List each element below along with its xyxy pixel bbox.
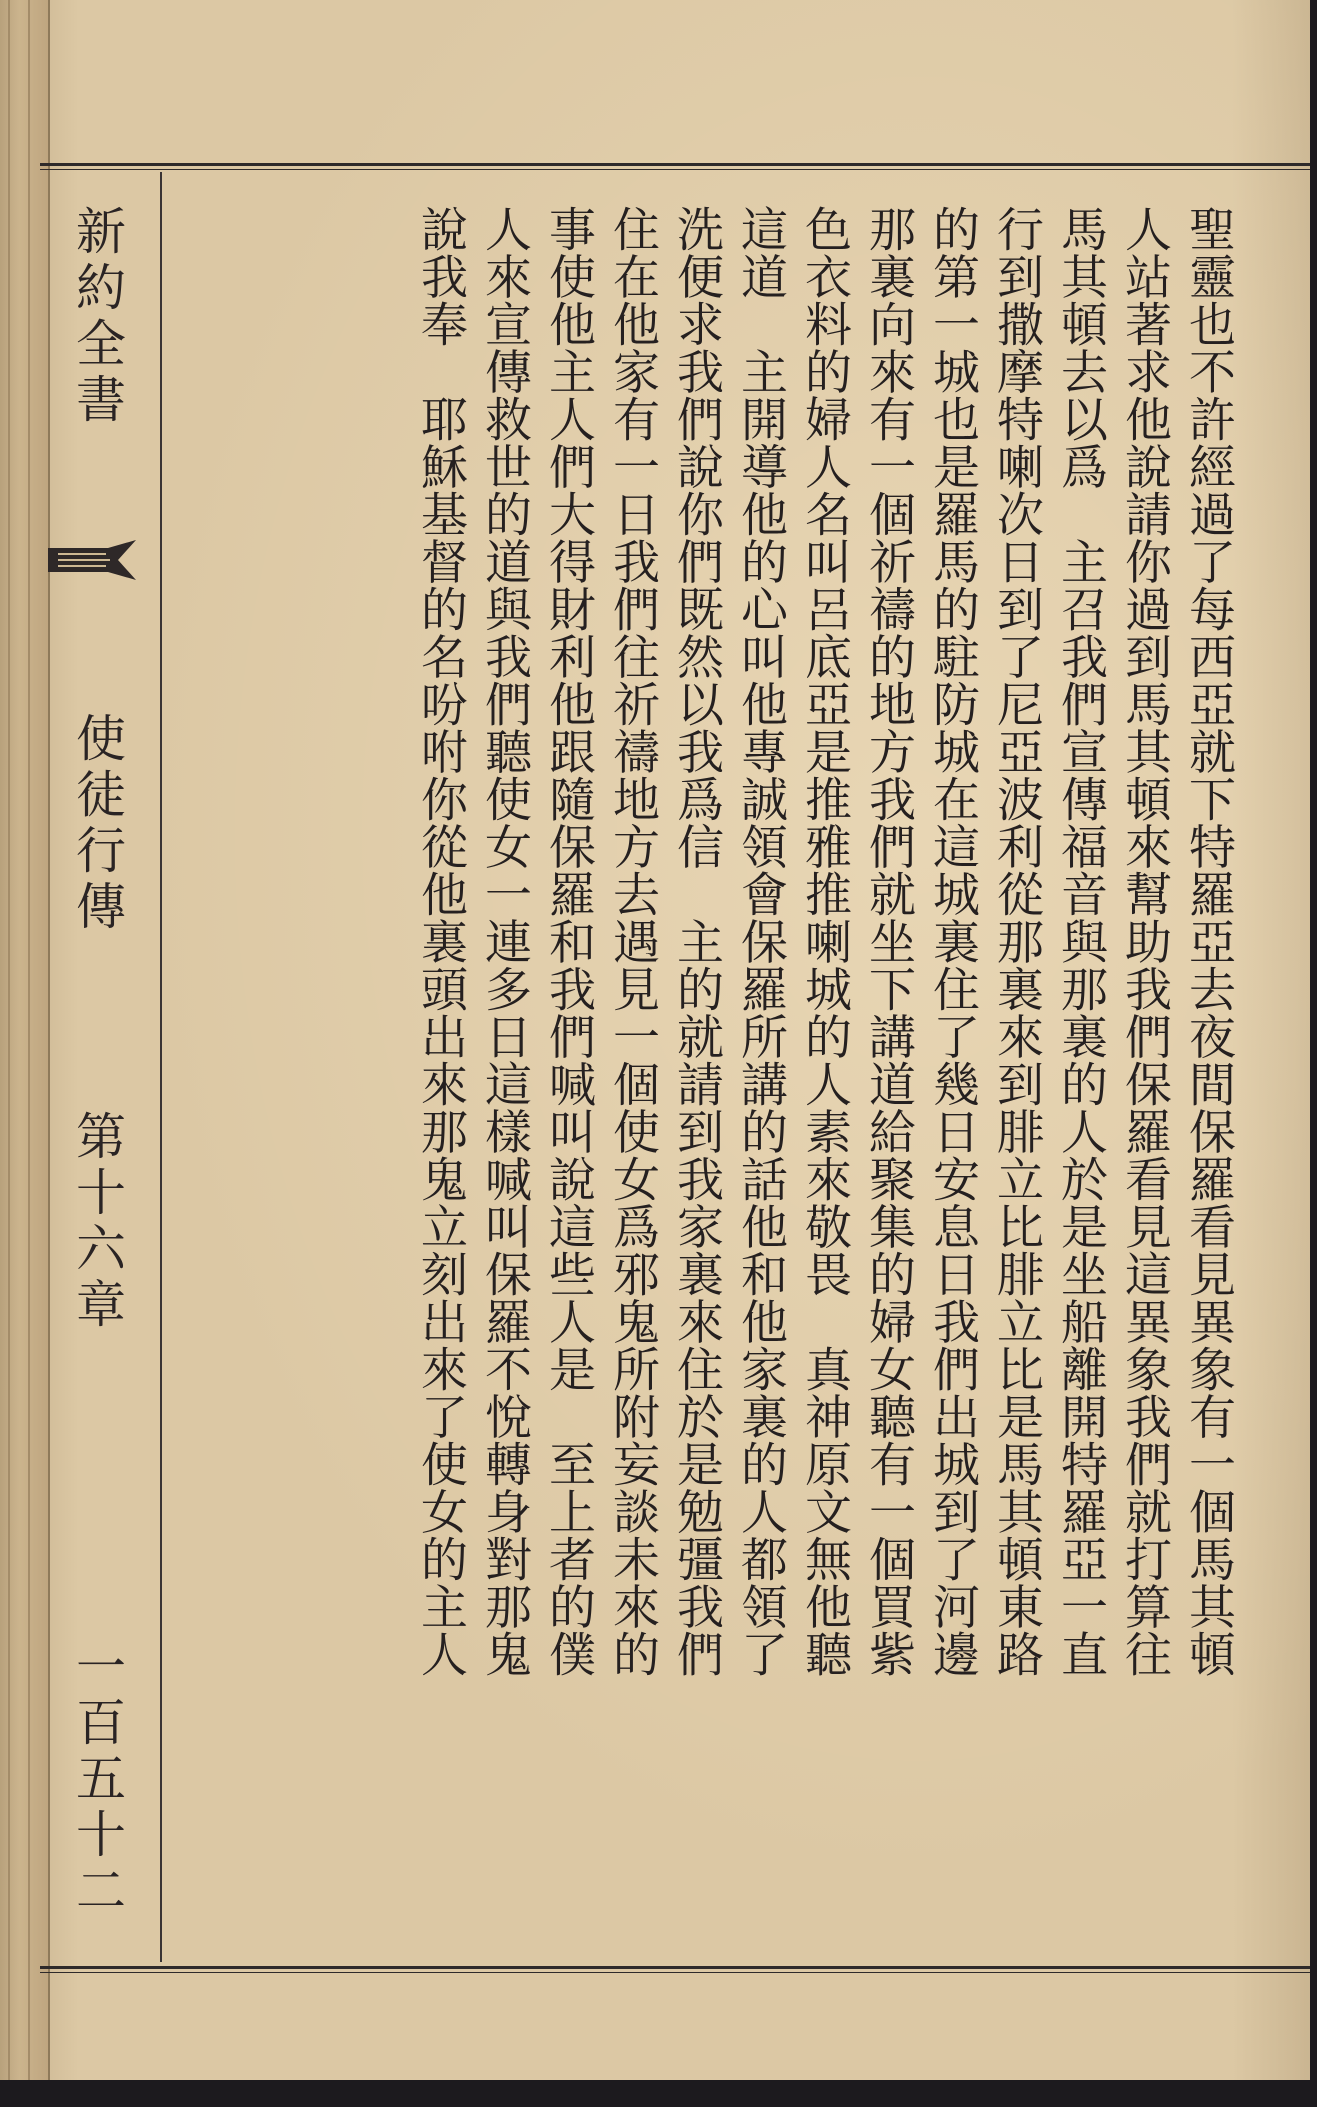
text-column-3: 馬其頓去以爲 主召我們宣傳福音與那裏的人於是坐船離開特羅亞一直 xyxy=(1053,205,1108,1678)
fishtail-mark-icon xyxy=(48,538,138,582)
text-column-7: 色衣料的婦人名叫呂底亞是推雅推喇城的人素來敬畏 真神原文無他聽 xyxy=(797,205,852,1678)
margin-book-title: 新約全書 xyxy=(68,205,126,429)
book-spine xyxy=(0,0,50,2080)
text-column-4: 行到撒摩特喇次日到了尼亞波利從那裏來到腓立比腓立比是馬其頓東路 xyxy=(989,205,1044,1678)
text-column-6: 那裏向來有一個祈禱的地方我們就坐下講道給聚集的婦女聽有一個買紫 xyxy=(861,205,916,1678)
text-column-2: 人站著求他說請你過到馬其頓來幫助我們保羅看見這異象我們就打算往 xyxy=(1117,205,1172,1678)
text-column-13: 說我奉 耶穌基督的名吩咐你從他裏頭出來那鬼立刻出來了使女的主人 xyxy=(413,205,468,1678)
margin-book-name: 使徒行傳 xyxy=(68,712,126,936)
top-border-rule xyxy=(40,163,1310,170)
text-column-8: 這道 主開導他的心叫他專誠領會保羅所講的話他和他家裏的人都領了 xyxy=(733,205,788,1678)
text-column-11: 事使他主人們大得財利他跟隨保羅和我們喊叫說這些人是 至上者的僕 xyxy=(541,205,596,1678)
margin-page-number: 一百五十二 xyxy=(68,1640,126,1920)
text-column-10: 住在他家有一日我們往祈禱地方去遇見一個使女爲邪鬼所附妄談未來的 xyxy=(605,205,660,1678)
text-column-5: 的第一城也是羅馬的駐防城在這城裏住了幾日安息日我們出城到了河邊 xyxy=(925,205,980,1678)
bottom-border-rule xyxy=(40,1966,1310,1973)
text-column-9: 洗便求我們說你們既然以我爲信 主的就請到我家裏來住於是勉彊我們 xyxy=(669,205,724,1678)
text-column-12: 人來宣傳救世的道與我們聽使女一連多日這樣喊叫保羅不悅轉身對那鬼 xyxy=(477,205,532,1678)
margin-chapter: 第十六章 xyxy=(68,1110,126,1334)
text-column-1: 聖靈也不許經過了每西亞就下特羅亞去夜間保羅看見異象有一個馬其頓 xyxy=(1181,205,1236,1678)
margin-divider-line xyxy=(160,172,162,1962)
